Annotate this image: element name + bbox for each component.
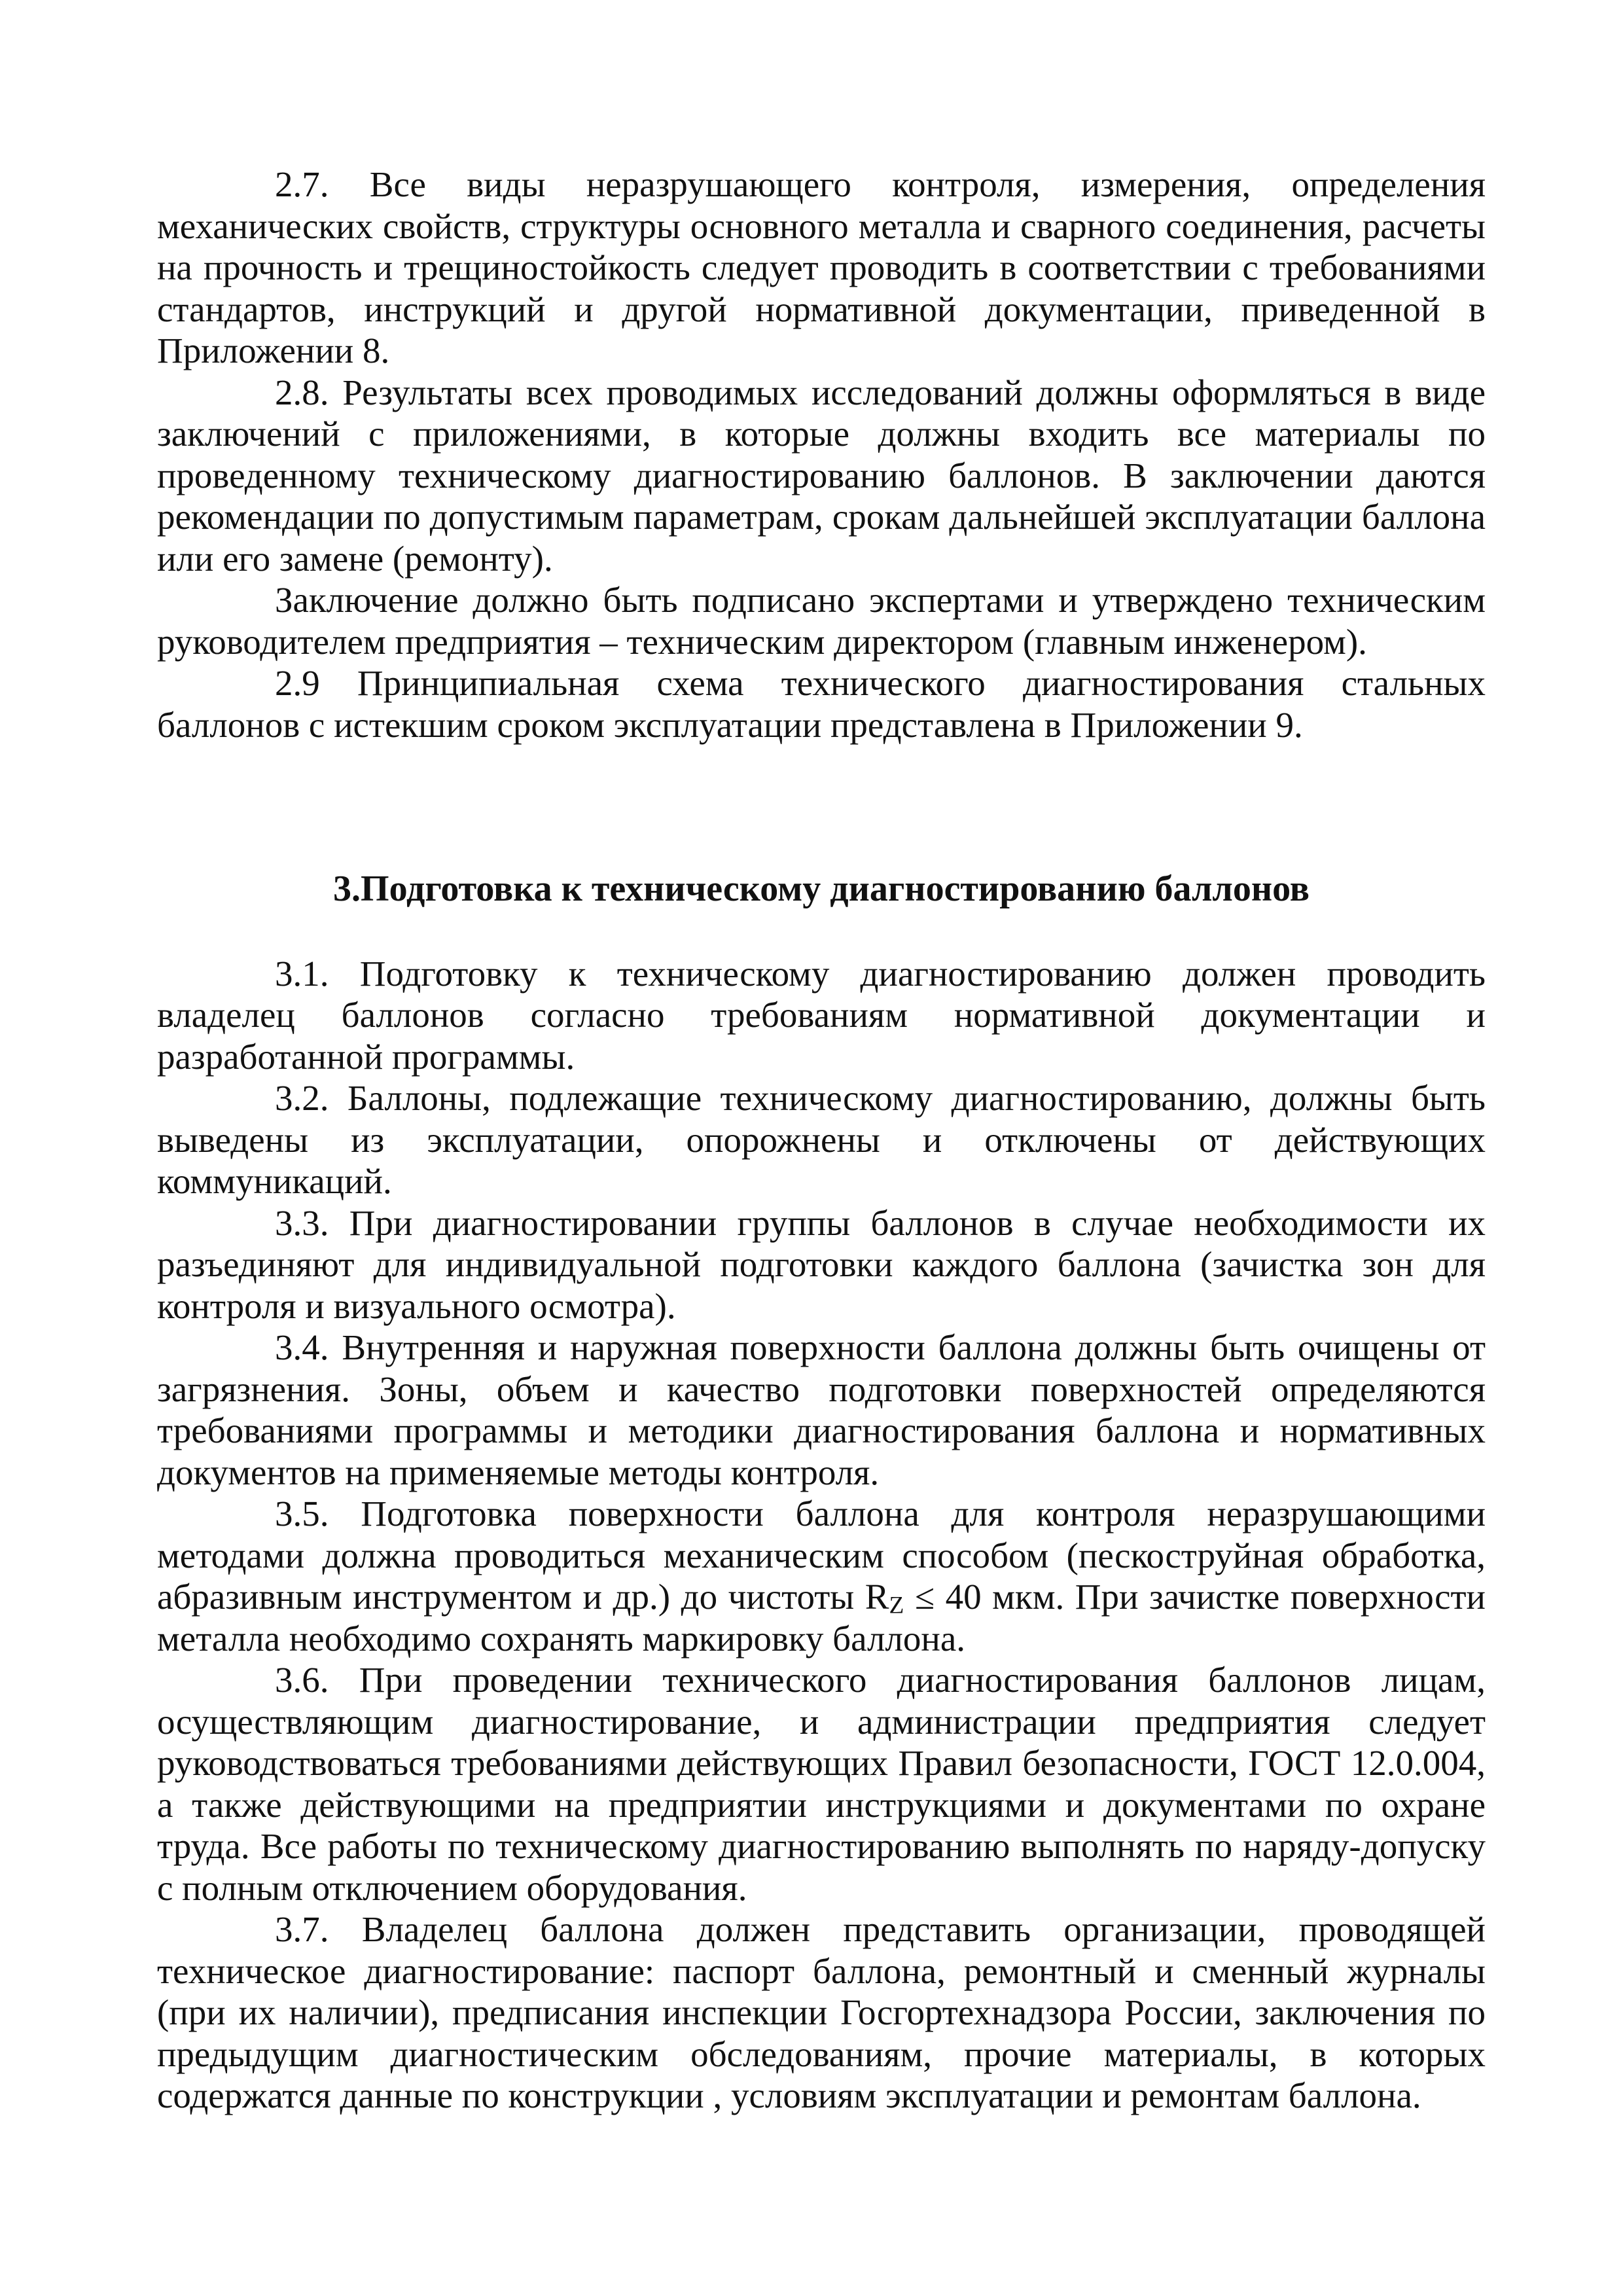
paragraph-3-7: 3.7. Владелец баллона должен представить организации, проводящей техническое диагностирование: паспорт баллона, ремонтный и сменный журналы (при их наличии), предписания инспекции Госгортехнадзора России, заключения по предыдущим диагностическим обследованиям, прочие материалы, в которых содержатся данные по конструкции , условиям эксплуатации и ремонтам баллона. <box>157 1909 1486 2115</box>
paragraph-3-2: 3.2. Баллоны, подлежащие техническому диагностированию, должны быть выведены из эксплуатации, опорожнены и отключены от действующих коммуникаций. <box>157 1078 1486 1201</box>
paragraph-3-5-text-start: 3.5. Подготовка поверхности баллона для контроля неразрушающими методами должна проводиться механическим способом (пескоструйная обработка, абразивным инструментом и др.) до чистоты R <box>157 1494 1486 1617</box>
paragraph-3-1: 3.1. Подготовку к техническому диагностированию должен проводить владелец баллонов согласно требованиям нормативной документации и разработанной программы. <box>157 953 1486 1077</box>
rz-subscript: Z <box>889 1592 904 1619</box>
paragraph-3-5 <box>157 1493 1486 1659</box>
paragraph-2-7: 2.7. Все виды неразрушающего контроля, измерения, определения механических свойств, структуры основного металла и сварного соединения, расчеты на прочность и трещиностойкость следует проводить в соответствии с требованиями стандартов, инструкций и другой нормативной документации, приведенной в Приложении 8. <box>157 164 1486 370</box>
paragraph-2-8: 2.8. Результаты всех проводимых исследований должны оформляться в виде заключений с приложениями, в которые должны входить все материалы по проведенному техническому диагностированию баллонов. В заключении даются рекомендации по допустимым параметрам, срокам дальнейшей эксплуатации баллона или его замене (ремонту). <box>157 372 1486 579</box>
paragraph-3-3: 3.3. При диагностировании группы баллонов в случае необходимости их разъединяют для индивидуальной подготовки каждого баллона (зачистка зон для контроля и визуального осмотра). <box>157 1202 1486 1326</box>
paragraph-3-5-text-end: ≤ 40 мкм. При зачистке поверхности металла необходимо сохранять маркировку баллона. <box>157 1577 1486 1659</box>
paragraph-3-6: 3.6. При проведении технического диагностирования баллонов лицам, осуществляющим диагностирование, и администрации предприятия следует руководствоваться требованиями действующих Правил безопасности, ГОСТ 12.0.004, а также действующими на предприятии инструкциями и документами по охране труда. Все работы по техническому диагностированию выполнять по наряду-допуску с полным отключением оборудования. <box>157 1660 1486 1908</box>
paragraph-3-4: 3.4. Внутренняя и наружная поверхности баллона должны быть очищены от загрязнения. Зоны, объем и качество подготовки поверхностей определяются требованиями программы и методики диагностирования баллона и нормативных документов на применяемые методы контроля. <box>157 1327 1486 1492</box>
paragraph-2-8-conclusion: Заключение должно быть подписано экспертами и утверждено техническим руководителем предприятия – техническим директором (главным инженером). <box>157 580 1486 662</box>
paragraph-2-9: 2.9 Принципиальная схема технического диагностирования стальных баллонов с истекшим сроком эксплуатации представлена в Приложении 9. <box>157 663 1486 745</box>
section-3-heading: 3.Подготовка к техническому диагностированию баллонов <box>333 869 1310 909</box>
document-page <box>157 164 1486 2117</box>
